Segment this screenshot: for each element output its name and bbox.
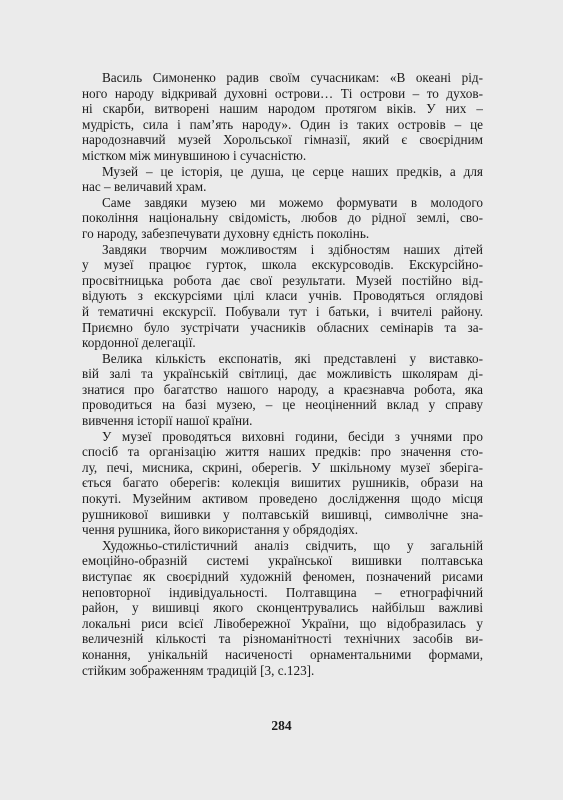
text-line: емоційно-образній системі української вишивки полтавська — [82, 553, 483, 569]
text-line: Приємно було зустрічати учасників обласних семінарів та за- — [82, 319, 483, 335]
text-line: локальні риси всієї Лівобережної України, що відобразилась у — [82, 615, 483, 631]
text-line: відують з екскурсіями цілі класи учнів. Проводяться оглядові — [82, 288, 483, 304]
text-line: містком між минувшиною і сучасністю. — [82, 147, 307, 163]
text-line: го народу, забезпечувати духовну єдність поколінь. — [82, 225, 370, 241]
text-line: кордонної делегації. — [82, 335, 196, 351]
text-line: покуті. Музейним активом проведено дослідження щодо місця — [82, 491, 483, 507]
text-line: район, у вишивці якого сконцентрувались найбільш важливі — [82, 600, 483, 616]
text-line: покоління національну свідомість, любов до рідної землі, сво- — [82, 210, 483, 226]
paragraph — [82, 242, 483, 351]
text-line: й тематичні екскурсії. Побували тут і батьки, і вчителі району. — [82, 303, 483, 319]
text-line: мудрість, сила і пам’ять народу». Один із таких островів – це — [82, 116, 483, 132]
text-line: проводиться на базі музею, – це неоціненний вклад у справу — [82, 397, 483, 413]
text-line: У музеї проводяться виховні години, бесіди з учнями про — [102, 428, 483, 444]
text-line: неповторної індивідуальності. Полтавщина – етнографічний — [82, 584, 483, 600]
paragraph — [82, 538, 483, 678]
paragraph — [82, 351, 483, 429]
text-line: лу, печі, мисника, скрині, оберегів. У шкільному музеї зберіга- — [82, 459, 483, 475]
paragraph — [82, 429, 483, 538]
text-line: спосіб та організацію життя наших предків: про значення сто- — [82, 444, 483, 460]
text-line: Велика кількість експонатів, які представлені у виставко- — [102, 350, 483, 366]
paragraph — [82, 164, 483, 195]
text-line: рушникової вишивки у полтавській вишивці, символічне зна- — [82, 506, 483, 522]
text-line: знатися про багатство нашого народу, а краєзнавча робота, яка — [82, 381, 483, 397]
text-line: Музей – це історія, це душа, це серце наших предків, а для — [102, 163, 483, 179]
text-line: ні скарби, витворені нашим народом протягом віків. У них – — [82, 101, 483, 117]
text-line: величезній кількості та різноманітності технічних засобів ви- — [82, 631, 483, 647]
page-number: 284 — [271, 718, 292, 733]
text-line: у музеї працює гурток, школа екскурсоводів. Екскурсійно- — [82, 257, 483, 273]
text-line: Саме завдяки музею ми можемо формувати в молодого — [102, 194, 483, 210]
text-line: ного народу відкривай духовні острови… Ті острови – то духов- — [82, 85, 483, 101]
text-line: конання, унікальній насиченості орнаментальними формами, — [82, 646, 483, 662]
text-line: народознавчий музей Хорольської гімназії, який є своєрідним — [82, 132, 483, 148]
text-line: Василь Симоненко радив своїм сучасникам: «В океані рід- — [102, 70, 483, 85]
text-line: Завдяки творчим можливостям і здібностям наших дітей — [102, 241, 483, 257]
paragraph — [82, 70, 483, 164]
text-line: вій залі та українській світлиці, дає можливість школярам ді- — [82, 366, 483, 382]
body-text — [82, 70, 483, 678]
text-line: просвітницька робота дає свої результати. Музей постійно від- — [82, 272, 483, 288]
text-line: вивчення історії нашої країни. — [82, 413, 253, 429]
text-line: нас – величавий храм. — [82, 179, 207, 195]
paragraph — [82, 195, 483, 242]
text-line: Художньо-стилістичний аналіз свідчить, що у загальній — [102, 537, 483, 553]
text-line: чення рушника, його використання у обрядодіях. — [82, 522, 359, 538]
text-line: стійким зображенням традицій [3, с.123]. — [82, 662, 315, 678]
text-line: виступає як своєрідний художній феномен, позначений рисами — [82, 569, 483, 584]
text-line: ється багато оберегів: колекція вишитих рушників, образи на — [82, 475, 483, 491]
